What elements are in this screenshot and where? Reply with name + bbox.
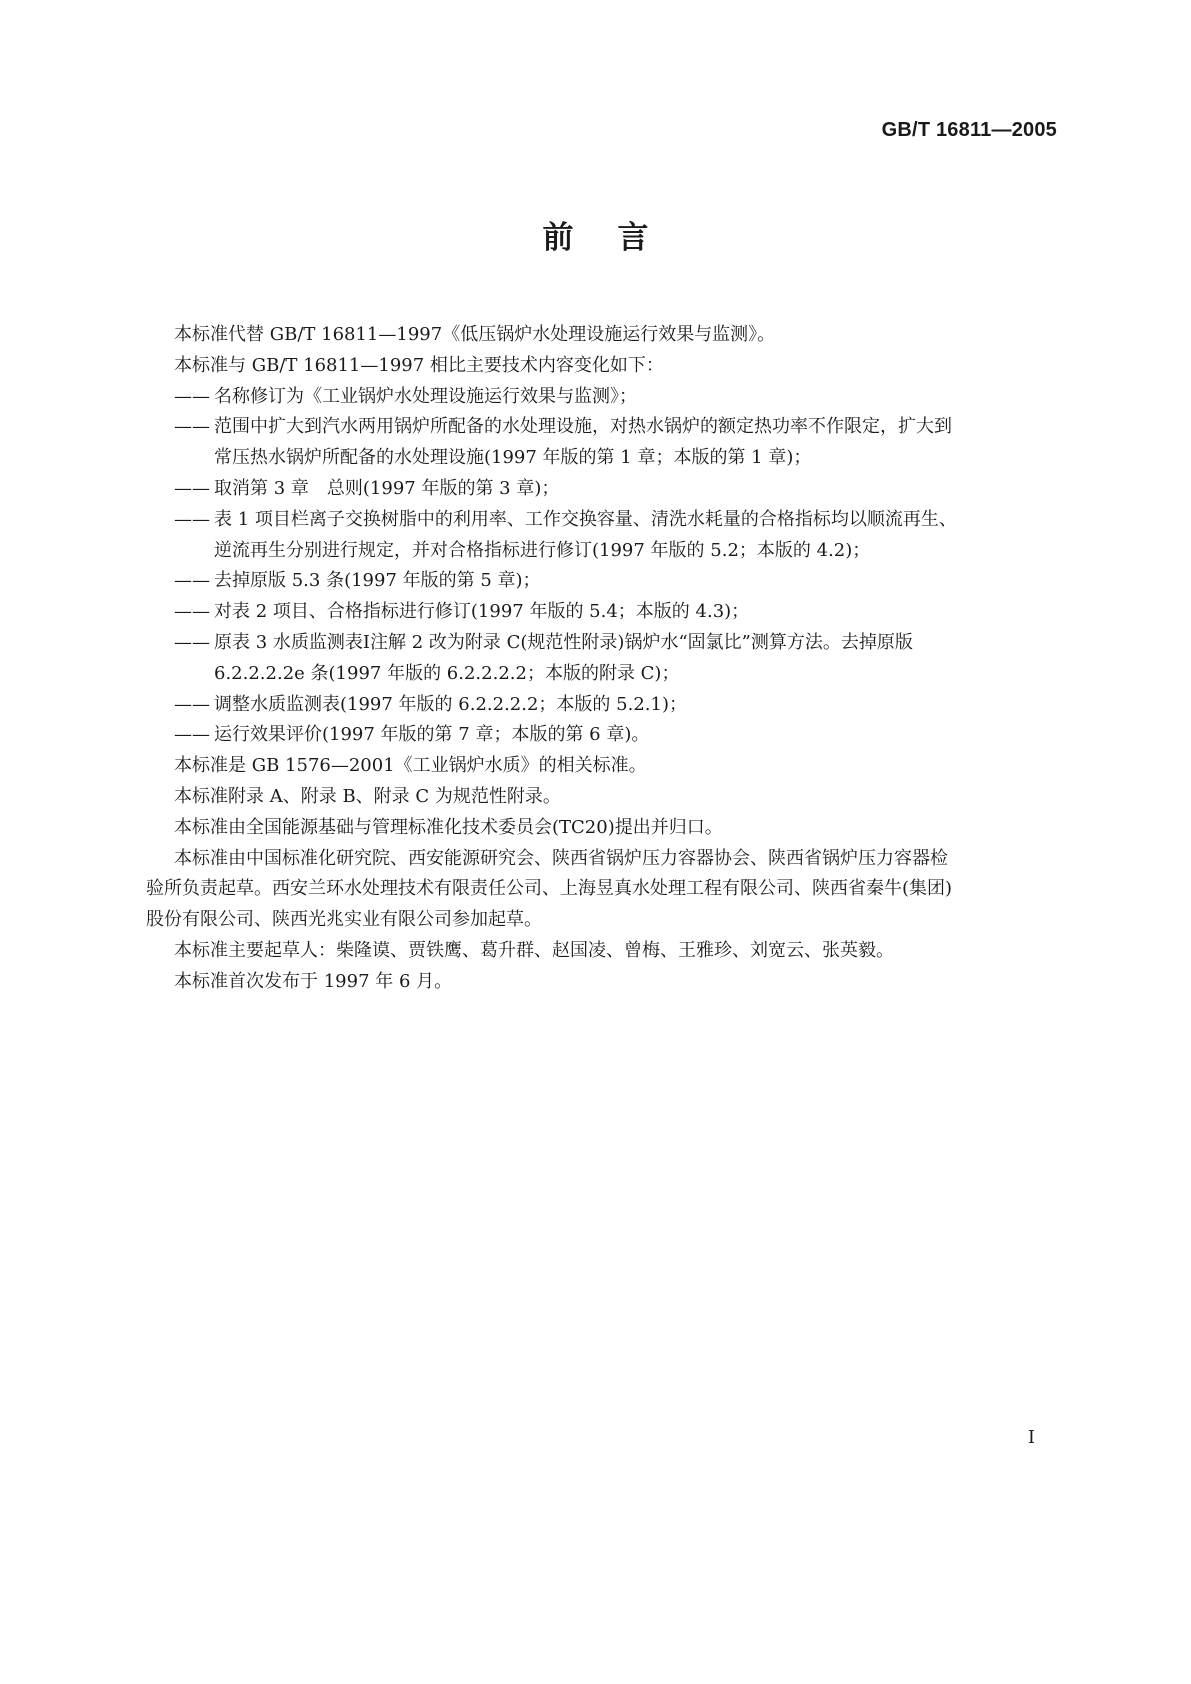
change-item-line	[174, 628, 1064, 659]
dash-mark: ——	[174, 416, 210, 438]
paragraph-line: 验所负责起草。西安兰环水处理技术有限责任公司、上海昱真水处理工程有限公司、陕西省秦牛(集团)	[146, 878, 953, 900]
change-item-line	[174, 597, 1064, 628]
change-item-line	[174, 720, 1064, 751]
dash-mark: ——	[174, 724, 210, 746]
change-item-line	[174, 659, 1064, 690]
change-item-text: 原表 3 水质监测表Ⅰ注解 2 改为附录 C(规范性附录)锅炉水“固氯比”测算方法。去掉原版	[214, 631, 913, 653]
change-item-text: 去掉原版 5.3 条(1997 年版的第 5 章)；	[214, 570, 541, 592]
change-item-text: 对表 2 项目、合格指标进行修订(1997 年版的 5.4；本版的 4.3)；	[214, 601, 750, 623]
change-item-text: 调整水质监测表(1997 年版的 6.2.2.2.2；本版的 5.2.1)；	[214, 693, 687, 715]
paragraph: 本标准与 GB/T 16811—1997 相比主要技术内容变化如下：	[174, 354, 664, 376]
paragraph-line: 股份有限公司、陕西光兆实业有限公司参加起草。	[146, 909, 542, 931]
change-item-line	[174, 536, 1064, 567]
paragraph-line: 本标准由全国能源基础与管理标准化技术委员会(TC20)提出并归口。	[174, 816, 723, 838]
page-number: I	[1027, 1427, 1035, 1448]
change-item-text: 逆流再生分别进行规定，并对合格指标进行修订(1997 年版的 5.2；本版的 4.2)；	[214, 539, 871, 561]
paragraph-line: 本标准首次发布于 1997 年 6 月。	[174, 970, 453, 992]
change-item-line	[174, 690, 1064, 721]
paragraph-line: 本标准附录 A、附录 B、附录 C 为规范性附录。	[174, 785, 561, 807]
change-item-text: 运行效果评价(1997 年版的第 7 章；本版的第 6 章)。	[214, 724, 650, 746]
change-item-text: 常压热水锅炉所配备的水处理设施(1997 年版的第 1 章；本版的第 1 章)；	[214, 447, 812, 469]
paragraph-line: 本标准主要起草人：柴隆谟、贾铁鹰、葛升群、赵国凌、曾梅、王雅珍、刘宽云、张英毅。	[174, 939, 894, 961]
change-item-line	[174, 474, 1064, 505]
change-item-line	[174, 382, 1064, 413]
dash-mark: ——	[174, 385, 210, 407]
changes-list	[174, 382, 1064, 752]
change-item-line	[174, 443, 1064, 474]
change-item-text: 表 1 项目栏离子交换树脂中的利用率、工作交换容量、清洗水耗量的合格指标均以顺流再生、	[214, 508, 957, 530]
change-item-line	[174, 505, 1064, 536]
standard-code: GB/T 16811—2005	[881, 119, 1057, 141]
page-title: 前言	[542, 220, 693, 256]
dash-mark: ——	[174, 477, 210, 499]
change-item-text: 名称修订为《工业锅炉水处理设施运行效果与监测》；	[214, 385, 637, 407]
change-item-text: 6.2.2.2.2e 条(1997 年版的 6.2.2.2.2；本版的附录 C)；	[214, 662, 680, 684]
paragraph: 本标准代替 GB/T 16811—1997《低压锅炉水处理设施运行效果与监测》。	[174, 324, 776, 345]
change-item-text: 取消第 3 章 总则(1997 年版的第 3 章)；	[214, 477, 560, 499]
change-item-line	[174, 566, 1064, 597]
dash-mark: ——	[174, 601, 210, 623]
change-item-text: 范围中扩大到汽水两用锅炉所配备的水处理设施，对热水锅炉的额定热功率不作限定，扩大到	[214, 416, 952, 438]
document-body	[146, 320, 1064, 998]
dash-mark: ——	[174, 508, 210, 530]
change-item-line	[174, 412, 1064, 443]
paragraph-line: 本标准由中国标准化研究院、西安能源研究会、陕西省锅炉压力容器协会、陕西省锅炉压力容器检	[174, 847, 948, 869]
dash-mark: ——	[174, 570, 210, 592]
dash-mark: ——	[174, 693, 210, 715]
dash-mark: ——	[174, 631, 210, 653]
closing-paragraphs	[146, 751, 1064, 997]
paragraph-line: 本标准是 GB 1576—2001《工业锅炉水质》的相关标准。	[174, 755, 647, 777]
